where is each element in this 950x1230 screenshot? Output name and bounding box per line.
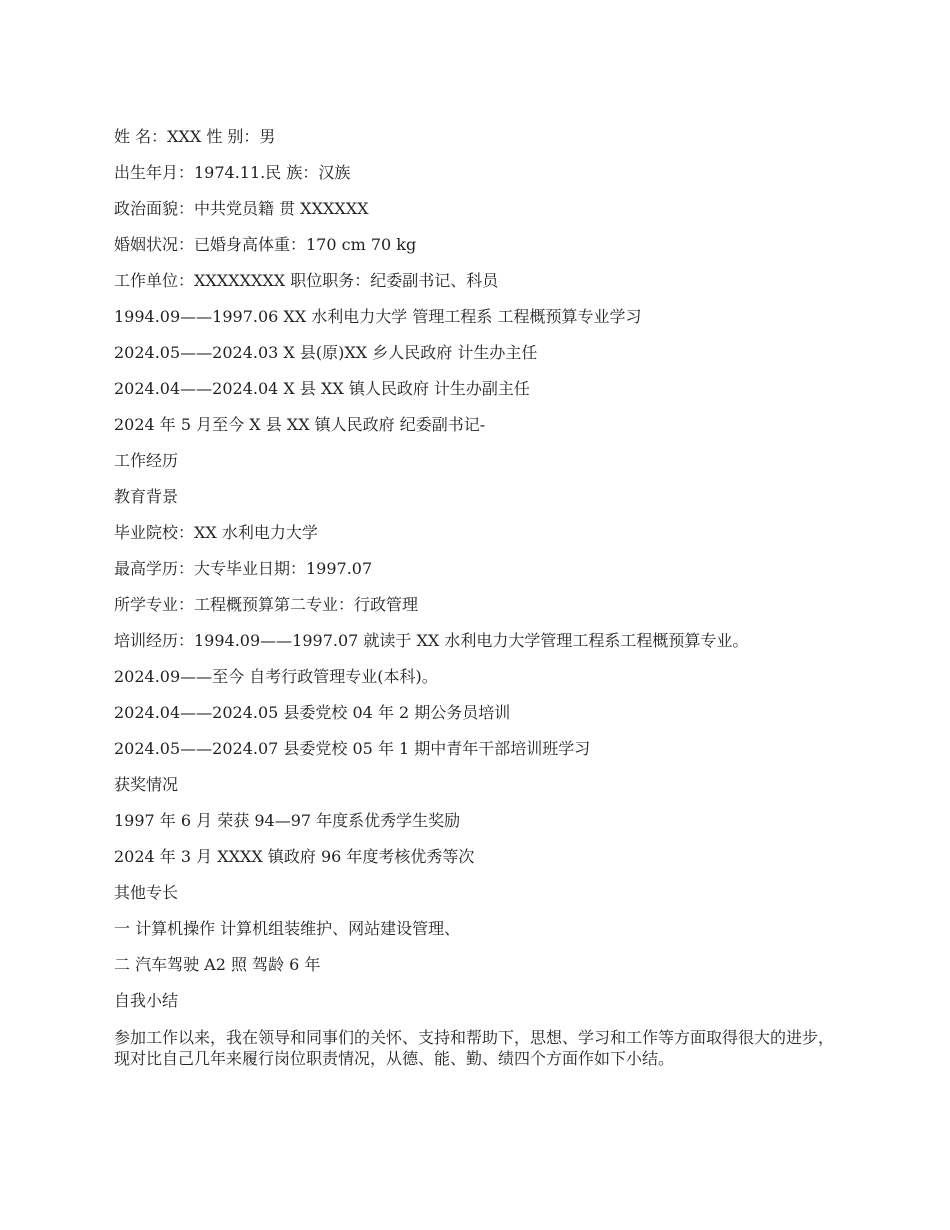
employer-position-line: 工作单位：XXXXXXXX 职位职务：纪委副书记、科员 <box>114 271 499 290</box>
section-heading-self-summary: 自我小结 <box>114 991 179 1010</box>
training-entry: 2024.05——2024.07 县委党校 05 年 1 期中青年干部培训班学习 <box>114 739 591 758</box>
section-heading-awards: 获奖情况 <box>114 775 179 794</box>
section-heading-work-experience: 工作经历 <box>114 451 179 470</box>
birth-ethnicity-line: 出生年月：1974.11.民 族：汉族 <box>114 163 351 182</box>
training-entry: 2024.04——2024.05 县委党校 04 年 2 期公务员培训 <box>114 703 511 722</box>
skill-entry: 一 计算机操作 计算机组装维护、网站建设管理、 <box>114 919 461 938</box>
training-entry: 培训经历：1994.09——1997.07 就读于 XX 水利电力大学管理工程系工程概预算专业。 <box>114 631 749 650</box>
history-entry: 2024.04——2024.04 X 县 XX 镇人民政府 计生办副主任 <box>114 379 530 398</box>
history-entry: 2024 年 5 月至今 X 县 XX 镇人民政府 纪委副书记- <box>114 415 486 434</box>
section-heading-education: 教育背景 <box>114 487 179 506</box>
self-summary-paragraph: 参加工作以来，我在领导和同事们的关怀、支持和帮助下，思想、学习和工作等方面取得很大的进步，现对比自己几年来履行岗位职责情况，从德、能、勤、绩四个方面作如下小结。 <box>114 1028 835 1068</box>
degree-graduation-line: 最高学历：大专毕业日期：1997.07 <box>114 559 373 578</box>
marital-height-weight-line: 婚姻状况：已婚身高体重：170 cm 70 kg <box>114 235 417 254</box>
training-entry: 2024.09——至今 自考行政管理专业(本科)。 <box>114 667 438 686</box>
history-entry: 2024.05——2024.03 X 县(原)XX 乡人民政府 计生办主任 <box>114 343 538 362</box>
name-gender-line: 姓 名：XXX 性 别：男 <box>114 127 276 146</box>
history-entry: 1994.09——1997.06 XX 水利电力大学 管理工程系 工程概预算专业学习 <box>114 307 642 326</box>
section-heading-skills: 其他专长 <box>114 883 179 902</box>
major-line: 所学专业：工程概预算第二专业：行政管理 <box>114 595 419 614</box>
skill-entry: 二 汽车驾驶 A2 照 驾龄 6 年 <box>114 955 321 974</box>
award-entry: 1997 年 6 月 荣获 94—97 年度系优秀学生奖励 <box>114 811 461 830</box>
document-content <box>114 124 844 1069</box>
political-origin-line: 政治面貌：中共党员籍 贯 XXXXXX <box>114 199 369 218</box>
school-line: 毕业院校：XX 水利电力大学 <box>114 523 318 542</box>
award-entry: 2024 年 3 月 XXXX 镇政府 96 年度考核优秀等次 <box>114 847 475 866</box>
